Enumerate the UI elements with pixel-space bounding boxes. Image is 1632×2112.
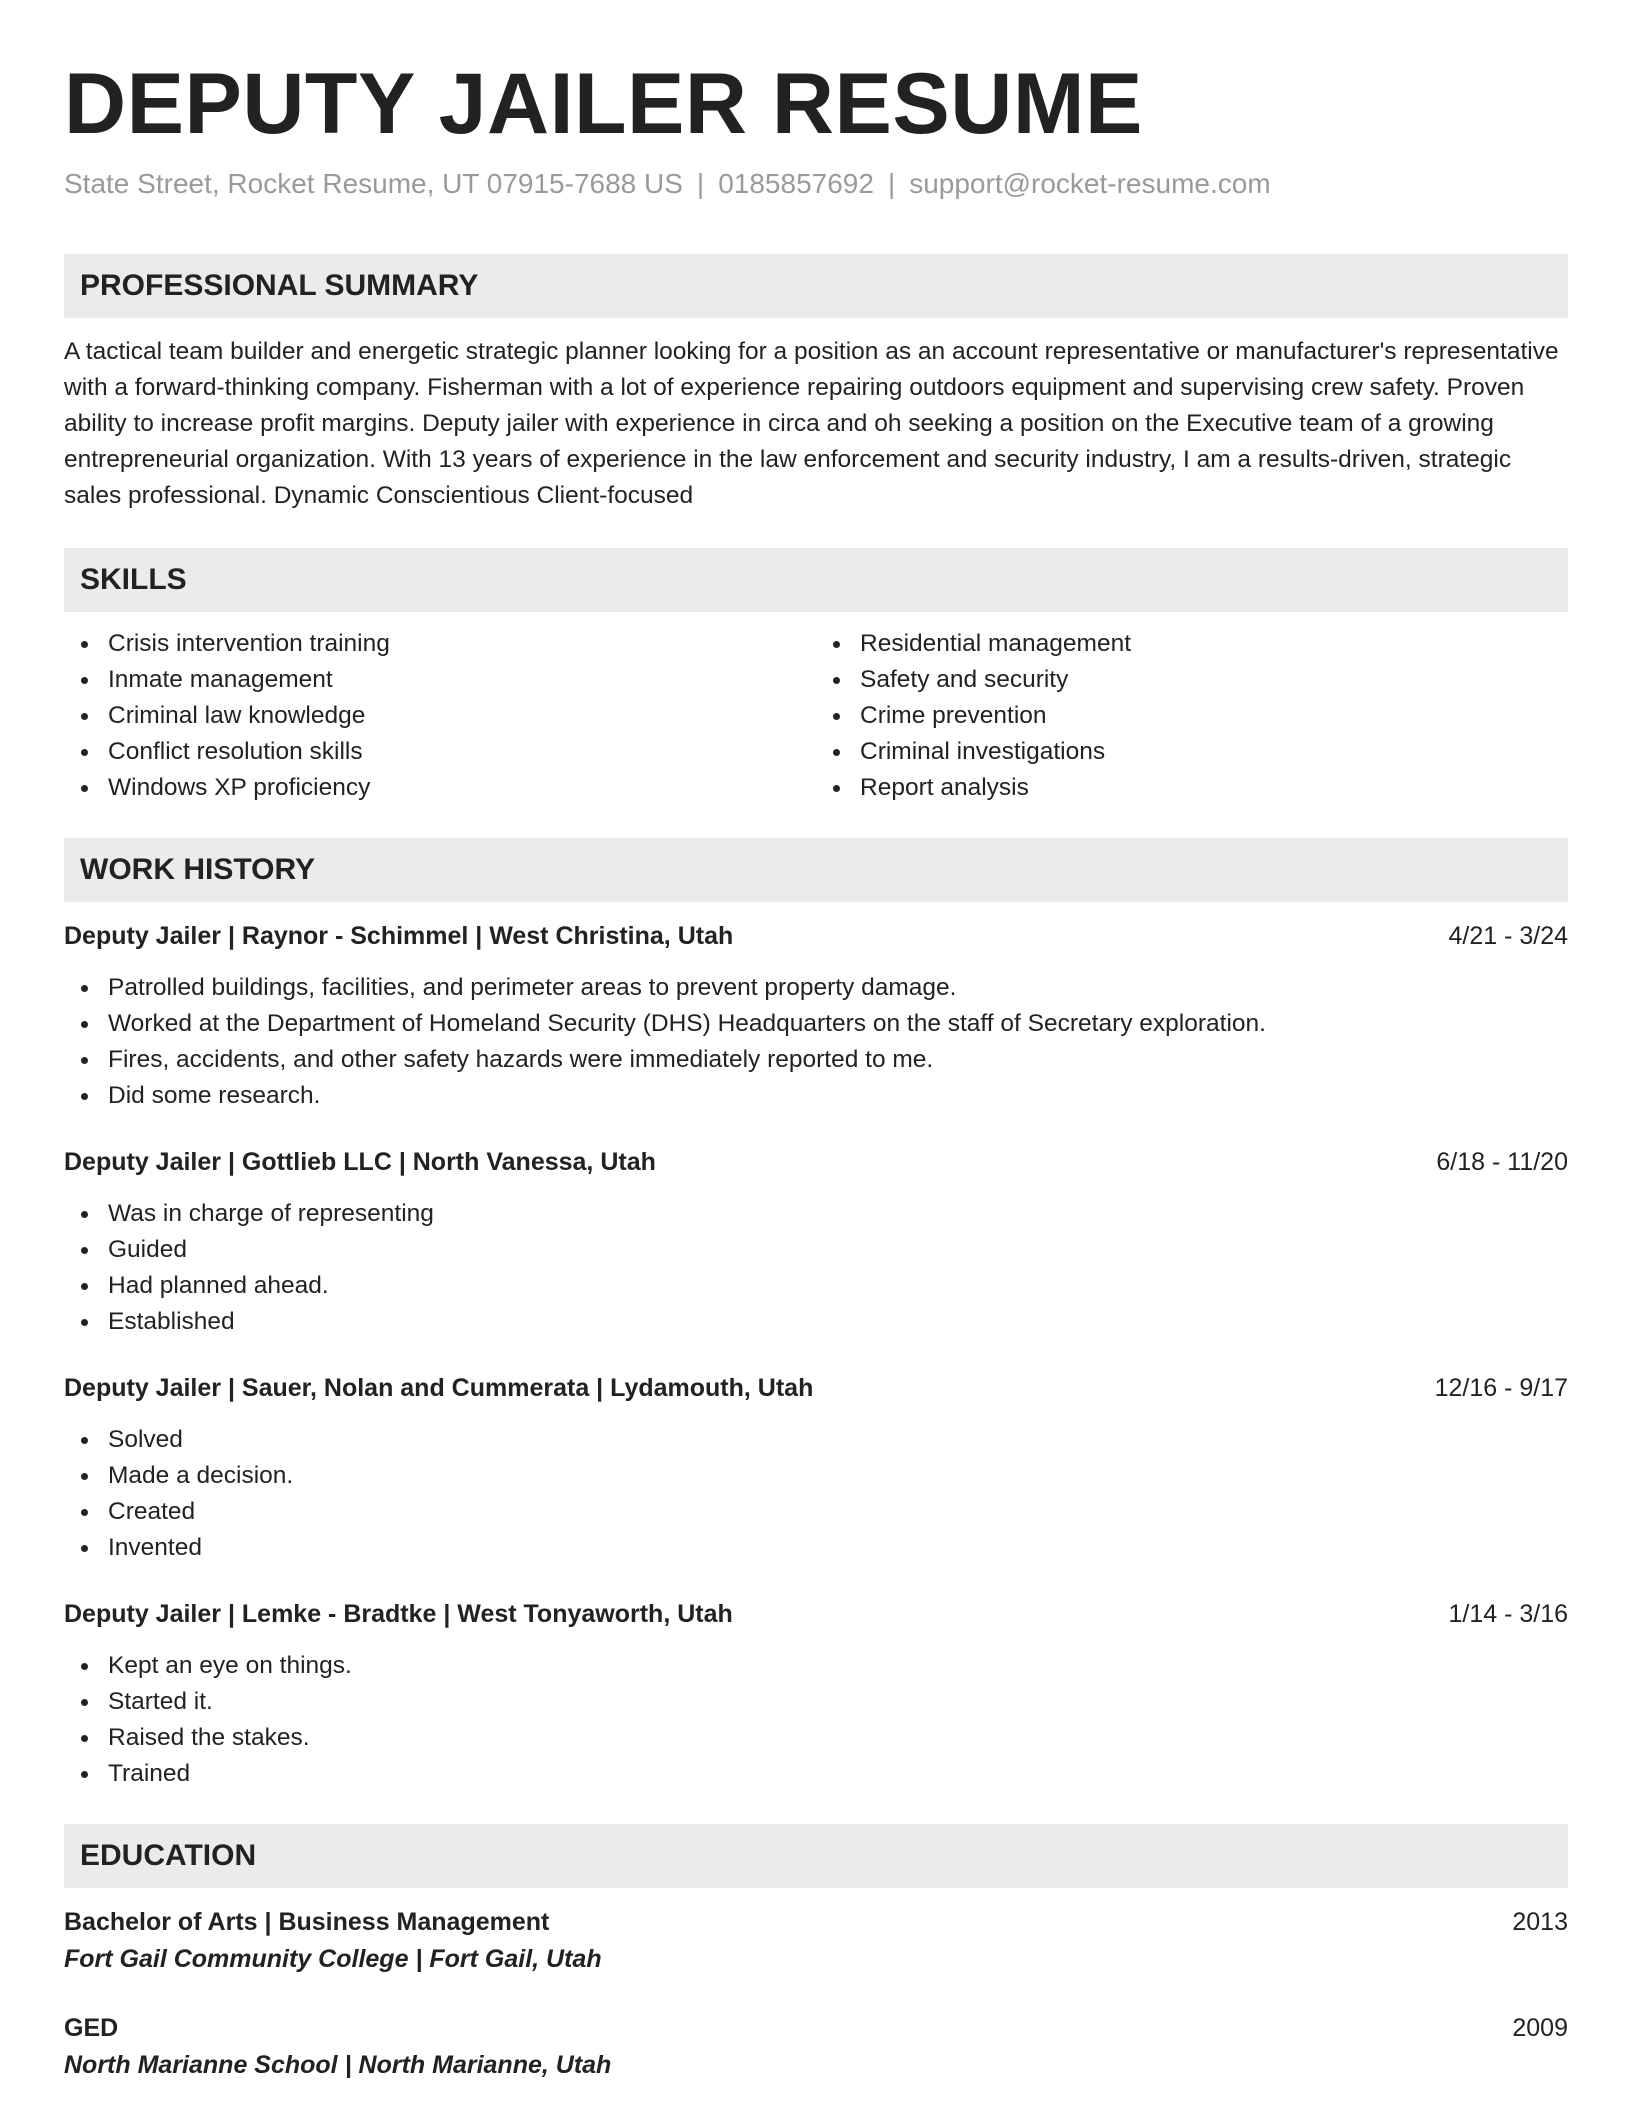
job-header	[64, 918, 1568, 954]
summary-text: A tactical team builder and energetic strategic planner looking for a position as an account representative or manufacturer's representative with a forward-thinking company. Fisherman with a lot of experience repairing outdoors equipment and supervising crew safety. Proven ability to increase profit margins. Deputy jailer with experience in circa and oh seeking a position on the Executive team of a growing entrepreneurial organization. With 13 years of experience in the law enforcement and security industry, I am a results-driven, strategic sales professional. Dynamic Conscientious Client-focused	[64, 338, 1559, 509]
job-bullet: Had planned ahead.	[64, 1268, 1568, 1304]
skills-list-left	[64, 626, 816, 806]
contact-separator: |	[887, 168, 896, 199]
contact-phone: 0185857692	[718, 168, 874, 199]
job-entry	[64, 918, 1568, 1114]
education-degree: Bachelor of Arts | Business Management	[64, 1908, 550, 1936]
job-bullet: Invented	[64, 1530, 1568, 1566]
skill-item: Criminal investigations	[816, 734, 1568, 770]
job-dates: 1/14 - 3/16	[1448, 1600, 1568, 1628]
education-header	[64, 2010, 1568, 2046]
skill-item: Conflict resolution skills	[64, 734, 816, 770]
education-year: 2013	[1512, 1908, 1568, 1936]
education-entry	[64, 2010, 1568, 2084]
education-header	[64, 1904, 1568, 1940]
job-header	[64, 1596, 1568, 1632]
job-bullet: Started it.	[64, 1684, 1568, 1720]
job-bullet: Solved	[64, 1422, 1568, 1458]
education-heading: EDUCATION	[64, 1824, 1568, 1888]
job-bullet: Guided	[64, 1232, 1568, 1268]
job-bullet: Raised the stakes.	[64, 1720, 1568, 1756]
job-entry	[64, 1370, 1568, 1566]
job-bullet: Was in charge of representing	[64, 1196, 1568, 1232]
job-header	[64, 1144, 1568, 1180]
skill-item: Crisis intervention training	[64, 626, 816, 662]
education-year: 2009	[1512, 2014, 1568, 2042]
summary-heading: PROFESSIONAL SUMMARY	[64, 254, 1568, 318]
skill-item: Criminal law knowledge	[64, 698, 816, 734]
skills-columns	[64, 626, 1568, 806]
page-title: DEPUTY JAILER RESUME	[64, 56, 1143, 152]
contact-address: State Street, Rocket Resume, UT 07915-7688 US	[64, 168, 683, 199]
education-school: Fort Gail Community College | Fort Gail, Utah	[64, 1945, 602, 1973]
summary-section	[64, 254, 1568, 514]
job-dates: 12/16 - 9/17	[1434, 1374, 1568, 1402]
skills-list-right	[816, 626, 1568, 806]
job-bullet: Trained	[64, 1756, 1568, 1792]
skill-item: Report analysis	[816, 770, 1568, 806]
skills-heading: SKILLS	[64, 548, 1568, 612]
job-bullet: Patrolled buildings, facilities, and perimeter areas to prevent property damage.	[64, 970, 1568, 1006]
job-bullet: Established	[64, 1304, 1568, 1340]
skill-item: Inmate management	[64, 662, 816, 698]
education-entry	[64, 1904, 1568, 1978]
job-bullets	[64, 1422, 1568, 1566]
job-entry	[64, 1596, 1568, 1792]
education-section	[64, 1824, 1568, 2084]
contact-separator: |	[696, 168, 705, 199]
education-school: North Marianne School | North Marianne, Utah	[64, 2051, 612, 2079]
job-bullets	[64, 1648, 1568, 1792]
job-bullets	[64, 1196, 1568, 1340]
job-dates: 6/18 - 11/20	[1436, 1148, 1568, 1176]
job-title: Deputy Jailer | Sauer, Nolan and Cummerata | Lydamouth, Utah	[64, 1374, 814, 1402]
contact-email: support@rocket-resume.com	[909, 168, 1271, 199]
job-bullet: Kept an eye on things.	[64, 1648, 1568, 1684]
job-bullet: Fires, accidents, and other safety hazards were immediately reported to me.	[64, 1042, 1568, 1078]
skill-item: Windows XP proficiency	[64, 770, 816, 806]
job-header	[64, 1370, 1568, 1406]
job-bullets	[64, 970, 1568, 1114]
work-history-heading: WORK HISTORY	[64, 838, 1568, 902]
job-title: Deputy Jailer | Lemke - Bradtke | West Tonyaworth, Utah	[64, 1600, 733, 1628]
job-bullet: Created	[64, 1494, 1568, 1530]
job-bullet: Made a decision.	[64, 1458, 1568, 1494]
job-title: Deputy Jailer | Gottlieb LLC | North Vanessa, Utah	[64, 1148, 656, 1176]
skill-item: Crime prevention	[816, 698, 1568, 734]
skill-item: Safety and security	[816, 662, 1568, 698]
job-bullet: Worked at the Department of Homeland Security (DHS) Headquarters on the staff of Secretary exploration.	[64, 1006, 1568, 1042]
work-history-section	[64, 838, 1568, 1792]
job-dates: 4/21 - 3/24	[1448, 922, 1568, 950]
contact-line	[64, 166, 1568, 202]
job-entry	[64, 1144, 1568, 1340]
job-bullet: Did some research.	[64, 1078, 1568, 1114]
skills-section	[64, 548, 1568, 806]
education-degree: GED	[64, 2014, 119, 2042]
skill-item: Residential management	[816, 626, 1568, 662]
job-title: Deputy Jailer | Raynor - Schimmel | West Christina, Utah	[64, 922, 734, 950]
